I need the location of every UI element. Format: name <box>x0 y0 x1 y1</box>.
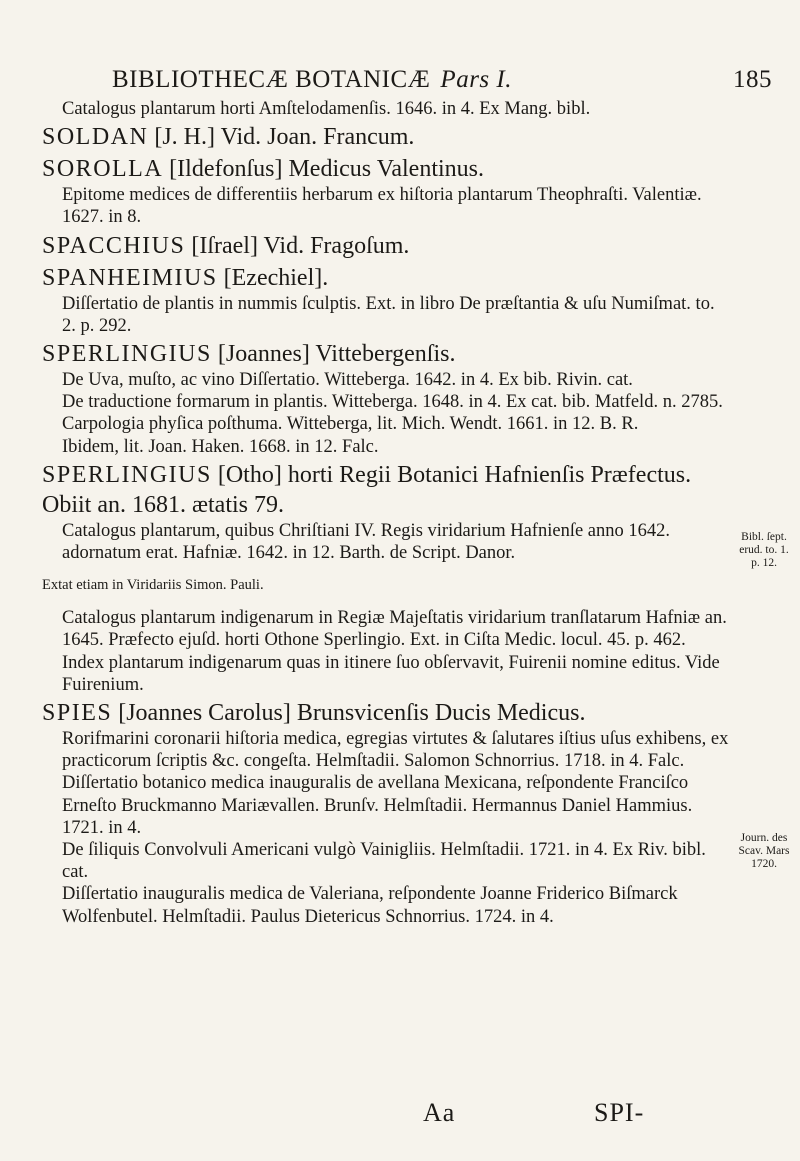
author-name: SPACCHIUS <box>42 232 186 259</box>
signature-mark: Aa <box>423 1098 456 1127</box>
author-description: [Joannes] Vittebergenſis. <box>211 341 456 368</box>
running-title: BIBLIOTHECÆ BOTANICÆ <box>112 66 431 93</box>
author-description: [Joannes Carolus] Brunsvicenſis Ducis Medicus. <box>112 700 586 727</box>
margin-note: Bibl. ſept. erud. to. 1. p. 12. <box>739 531 789 569</box>
work-entry: Carpologia phyſica poſthuma. Witteberga, lit. Mich. Wendt. 1661. in 12. B. R. <box>62 414 639 435</box>
work-entry: Epitome medices de differentiis herbarum ex hiſtoria plantarum Theophraſti. Valentiæ. 1627. in 8. <box>62 185 702 228</box>
note-line: Extat etiam in Viridariis Simon. Pauli. <box>42 577 264 594</box>
author-description: [Ezechiel]. <box>217 264 329 291</box>
author-entry <box>42 460 730 520</box>
author-description: [Iſrael] Vid. Fragoſum. <box>185 232 410 259</box>
work-entry: Ibidem, lit. Joan. Haken. 1668. in 12. Falc. <box>62 436 379 457</box>
author-entry <box>42 122 730 152</box>
author-entry <box>42 263 730 293</box>
work-entry: De traductione formarum in plantis. Witteberga. 1648. in 4. Ex cat. bib. Matfeld. n. 2785. <box>62 392 723 413</box>
author-name: SOLDAN <box>42 124 149 151</box>
author-description: [Otho] horti Regii Botanici Hafnienſis Præfectus. Obiit an. 1681. ætatis 79. <box>42 461 692 518</box>
running-header <box>112 66 772 94</box>
work-entry: De ſiliquis Convolvuli Americani vulgò Vainigliis. Helmſtadii. 1721. in 4. Ex Riv. bibl. cat. <box>62 840 706 883</box>
author-entry <box>42 154 730 184</box>
author-description: [Ildefonſus] Medicus Valentinus. <box>163 156 485 183</box>
work-entry: Rorifmarini coronarii hiſtoria medica, egregias virtutes & ſalutares iſtius uſus exhibens, ex practicorum ſcriptis &c. congeſta. Helmſtadii. Salomon Schnorrius. 1718. in 4. Falc. <box>62 729 729 772</box>
work-entry: Catalogus plantarum horti Amſtelodamenſis. 1646. in 4. Ex Mang. bibl. <box>62 99 591 119</box>
author-entry <box>42 231 730 261</box>
work-entry: Index plantarum indigenarum quas in itinere ſuo obſervavit, Fuirenii nomine editus. Vide Fuirenium. <box>62 652 720 695</box>
work-entry: Diſſertatio inauguralis medica de Valeriana, reſpondente Joanne Friderico Biſmarck Wolfenbutel. Helmſtadii. Paulus Dietericus Schnorrius. 1724. in 4. <box>62 884 678 927</box>
part-label: Pars I. <box>440 66 512 93</box>
author-name: SPERLINGIUS <box>42 461 212 488</box>
author-name: SPANHEIMIUS <box>42 264 218 291</box>
author-name: SOROLLA <box>42 156 164 183</box>
page-body <box>42 98 730 928</box>
margin-note: Journ. des Scav. Mars 1720. <box>738 832 790 870</box>
author-name: SPERLINGIUS <box>42 341 212 368</box>
author-name: SPIES <box>42 700 113 727</box>
work-entry: Diſſertatio de plantis in nummis ſculptis. Ext. in libro De præſtantia & uſu Numiſmat. to. 2. p. 292. <box>62 293 715 336</box>
author-description: [J. H.] Vid. Joan. Francum. <box>148 124 415 151</box>
page-number: 185 <box>733 66 772 93</box>
author-entry <box>42 339 730 369</box>
author-entry <box>42 698 730 728</box>
work-entry: Catalogus plantarum, quibus Chriſtiani IV. Regis viridarium Hafnienſe anno 1642. adornatum erat. Hafniæ. 1642. in 12. Barth. de Script. Danor. <box>62 520 671 564</box>
work-entry: Catalogus plantarum indigenarum in Regiæ Majeſtatis viridarium tranſlatarum Hafniæ an. 1645. Præfecto ejuſd. horti Othone Sperlingio. Ext. in Ciſta Medic. locul. 45. p. 462. <box>62 608 727 651</box>
work-entry: Diſſertatio botanico medica inauguralis de avellana Mexicana, reſpondente Franciſco Erneſto Bruckmanno Mariævallen. Brunſv. Helmſtadii. Hermannus Daniel Hammius. 1721. in 4. <box>62 773 693 838</box>
work-entry: De Uva, muſto, ac vino Diſſertatio. Witteberga. 1642. in 4. Ex bib. Rivin. cat. <box>62 370 633 391</box>
catchword: SPI- <box>594 1098 645 1127</box>
